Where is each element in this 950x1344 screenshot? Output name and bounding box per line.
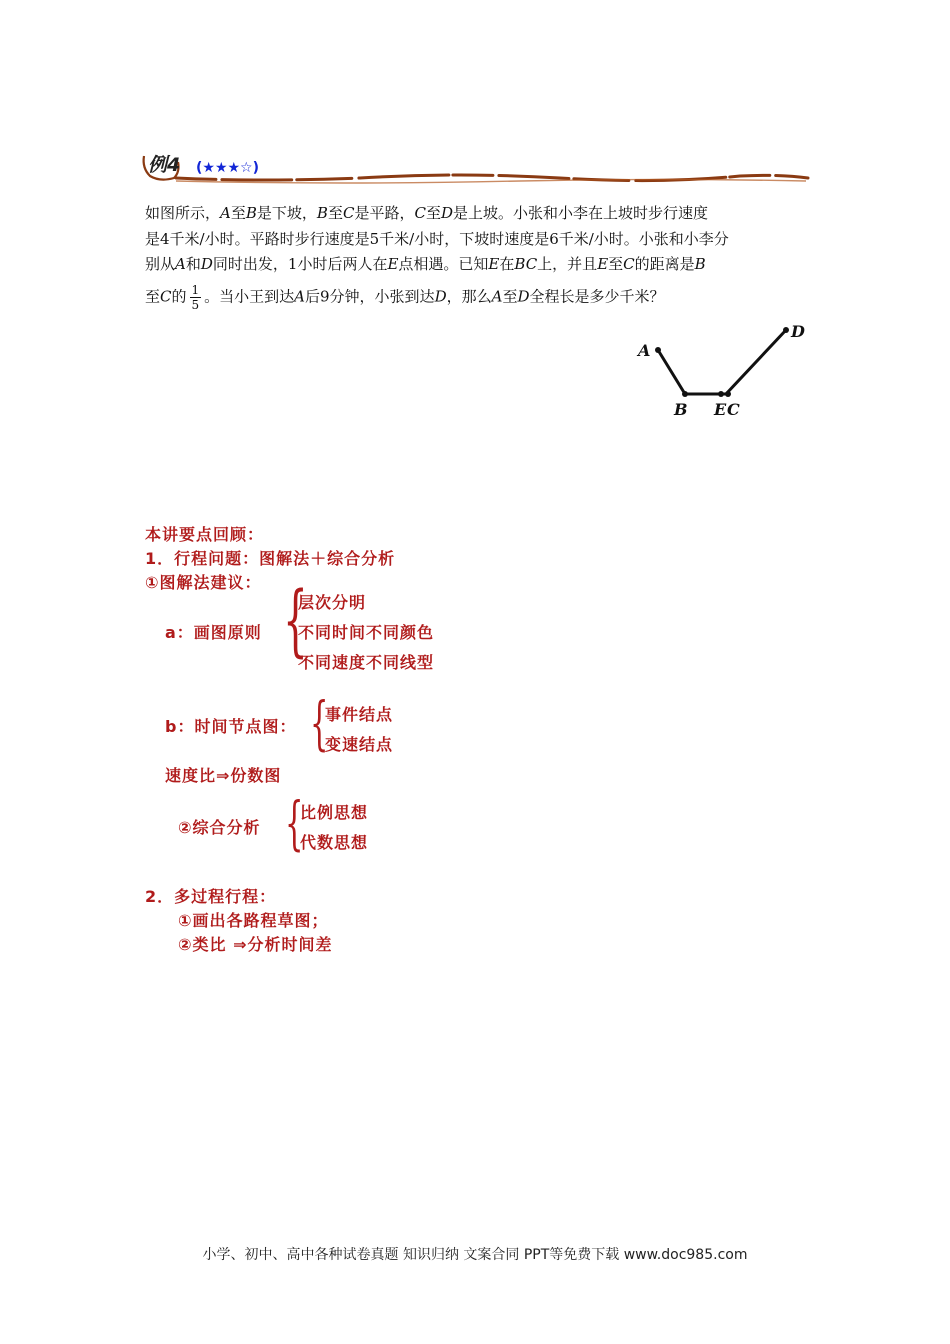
- label-d: D: [791, 322, 805, 341]
- brace-b: {: [310, 689, 329, 757]
- label-b: B: [674, 400, 688, 419]
- fraction-one-fifth: $\frac{1}{5}$: [191, 283, 200, 312]
- problem-line-2: 是4千米/小时。平路时步行速度是5千米/小时，下坡时速度是6千米/小时。小张和小李分: [145, 230, 729, 248]
- point-e: [718, 391, 724, 397]
- example-label: 例4: [148, 154, 181, 176]
- point-b: [682, 391, 688, 397]
- review-sub-2: ②综合分析: [178, 818, 261, 837]
- label-c: C: [727, 400, 740, 419]
- review-a-item-1: 层次分明: [298, 593, 367, 612]
- label-e: E: [714, 400, 727, 419]
- review-a-item-3: 不同速度不同线型: [298, 653, 435, 672]
- problem-line-1: 如图所示，A至B是下坡，B至C是平路，C至D是上坡。小张和小李在上坡时步行速度: [145, 204, 709, 222]
- brace-c: {: [285, 789, 304, 857]
- route-diagram: [630, 320, 815, 420]
- page-footer: 小学、初中、高中各种试卷真题 知识归纳 文案合同 PPT等免费下载 www.doc985.com: [202, 1247, 748, 1263]
- brace-a: {: [283, 576, 308, 666]
- difficulty-stars: (★★★☆): [196, 160, 259, 176]
- review-a-item-2: 不同时间不同颜色: [298, 623, 435, 642]
- review-b-item-2: 变速结点: [325, 735, 394, 754]
- problem-line-3: 别从A和D同时出发，1小时后两人在E点相遇。已知E在BC上，并且E至C的距离是B: [145, 255, 706, 273]
- point-a: [655, 347, 661, 353]
- review-item-2-b: ②类比 ⇒分析时间差: [178, 935, 333, 954]
- review-sub-1: ①图解法建议：: [145, 573, 262, 592]
- review-item-2: 2．多过程行程：: [145, 887, 277, 906]
- review-b-item-1: 事件结点: [325, 705, 394, 724]
- review-sub-2-item-2: 代数思想: [300, 833, 369, 852]
- review-b-label: b：时间节点图：: [165, 717, 297, 736]
- review-item-1: 1．行程问题：图解法＋综合分析: [145, 549, 396, 568]
- label-a: A: [638, 341, 651, 360]
- point-d: [783, 327, 789, 333]
- review-speed-ratio: 速度比⇒份数图: [165, 766, 282, 785]
- review-title: 本讲要点回顾：: [145, 525, 265, 544]
- review-a-label: a：画图原则: [165, 623, 262, 642]
- review-item-2-a: ①画出各路程草图；: [178, 911, 329, 930]
- point-c: [725, 391, 731, 397]
- review-sub-2-item-1: 比例思想: [300, 803, 369, 822]
- problem-line-4: 至C的 $\frac{1}{5}$ 。当小王到达A后9分钟，小张到达D，那么A至D全程长是多少千米？: [145, 283, 665, 312]
